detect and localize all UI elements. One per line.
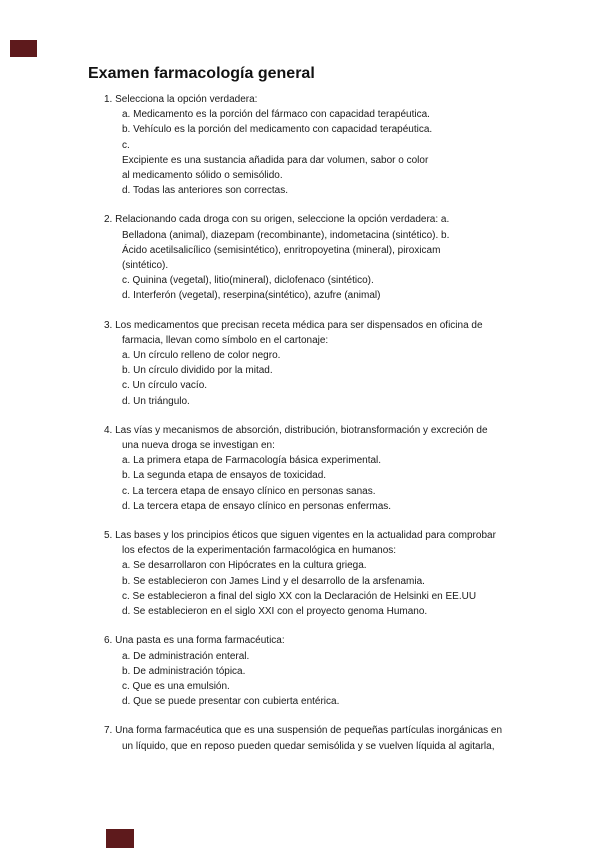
question-line: Excipiente es una sustancia añadida para dar volumen, sabor o color	[122, 154, 429, 166]
question-line: a. Medicamento es la porción del fármaco con capacidad terapéutica.	[122, 109, 430, 121]
question-line: a. La primera etapa de Farmacología básica experimental.	[122, 455, 382, 467]
question-line: a. Se desarrollaron con Hipócrates en la cultura griega.	[122, 560, 367, 572]
question-line: 7. Una forma farmacéutica que es una suspensión de pequeñas partículas inorgánicas en	[104, 725, 503, 737]
question-line: 1. Selecciona la opción verdadera:	[104, 94, 258, 105]
question-line: b. Vehículo es la porción del medicamento con capacidad terapéutica.	[122, 124, 433, 136]
question-line: 5. Las bases y los principios éticos que siguen vigentes en la actualidad para comprobar	[104, 530, 496, 542]
page-corner-mark-bottom	[106, 829, 134, 848]
question-line: c. La tercera etapa de ensayo clínico en personas sanas.	[122, 485, 376, 497]
question-line: d. La tercera etapa de ensayo clínico en personas enfermas.	[122, 500, 392, 512]
question-line: d. Se establecieron en el siglo XXI con el proyecto genoma Humano.	[122, 606, 428, 618]
questions-list	[0, 92, 600, 754]
question-block	[0, 528, 600, 619]
question-block	[0, 212, 600, 303]
question-line: c.	[122, 139, 130, 151]
question-line: farmacia, llevan como símbolo en el cartonaje:	[122, 334, 329, 346]
page-title: Examen farmacología general	[88, 65, 315, 82]
question-line: (sintético).	[122, 260, 169, 272]
question-line: los efectos de la experimentación farmacológica en humanos:	[122, 545, 397, 557]
question-line: a. De administración enteral.	[122, 650, 250, 662]
question-line: un líquido, que en reposo pueden quedar semisólida y se vuelven líquida al agitarla,	[122, 740, 495, 752]
question-line: una nueva droga se investigan en:	[122, 440, 275, 452]
question-line: b. De administración tópica.	[122, 665, 246, 677]
question-line: 3. Los medicamentos que precisan receta médica para ser dispensados en oficina de	[104, 319, 483, 331]
question-line: d. Un triángulo.	[122, 395, 190, 407]
question-block	[0, 318, 600, 409]
question-block	[0, 92, 600, 198]
question-line: 2. Relacionando cada droga con su origen, seleccione la opción verdadera: a.	[104, 214, 450, 226]
question-block	[0, 723, 600, 753]
question-block	[0, 423, 600, 514]
question-line: b. La segunda etapa de ensayos de toxicidad.	[122, 470, 327, 482]
question-line: d. Interferón (vegetal), reserpina(sintético), azufre (animal)	[122, 290, 381, 302]
page-corner-mark-top	[10, 40, 37, 57]
question-line: c. Un círculo vacío.	[122, 380, 208, 392]
question-block	[0, 633, 600, 709]
question-line: d. Todas las anteriores son correctas.	[122, 185, 289, 197]
question-line: Ácido acetilsalicílico (semisintético), enritropoyetina (mineral), piroxicam	[122, 244, 441, 256]
question-line: al medicamento sólido o semisólido.	[122, 170, 283, 182]
question-line: Belladona (animal), diazepam (recombinante), indometacina (sintético). b.	[122, 229, 450, 241]
question-line: a. Un círculo relleno de color negro.	[122, 350, 281, 362]
question-line: b. Se establecieron con James Lind y el desarrollo de la arsfenamia.	[122, 575, 425, 587]
question-line: c. Que es una emulsión.	[122, 680, 230, 692]
document-content	[0, 64, 600, 768]
question-line: 4. Las vías y mecanismos de absorción, distribución, biotransformación y excreción de	[104, 424, 488, 436]
question-line: 6. Una pasta es una forma farmacéutica:	[104, 635, 285, 647]
question-line: b. Un círculo dividido por la mitad.	[122, 365, 273, 377]
question-line: c. Quinina (vegetal), litio(mineral), diclofenaco (sintético).	[122, 275, 374, 287]
question-line: c. Se establecieron a final del siglo XX con la Declaración de Helsinki en EE.UU	[122, 590, 477, 602]
question-line: d. Que se puede presentar con cubierta entérica.	[122, 696, 340, 708]
